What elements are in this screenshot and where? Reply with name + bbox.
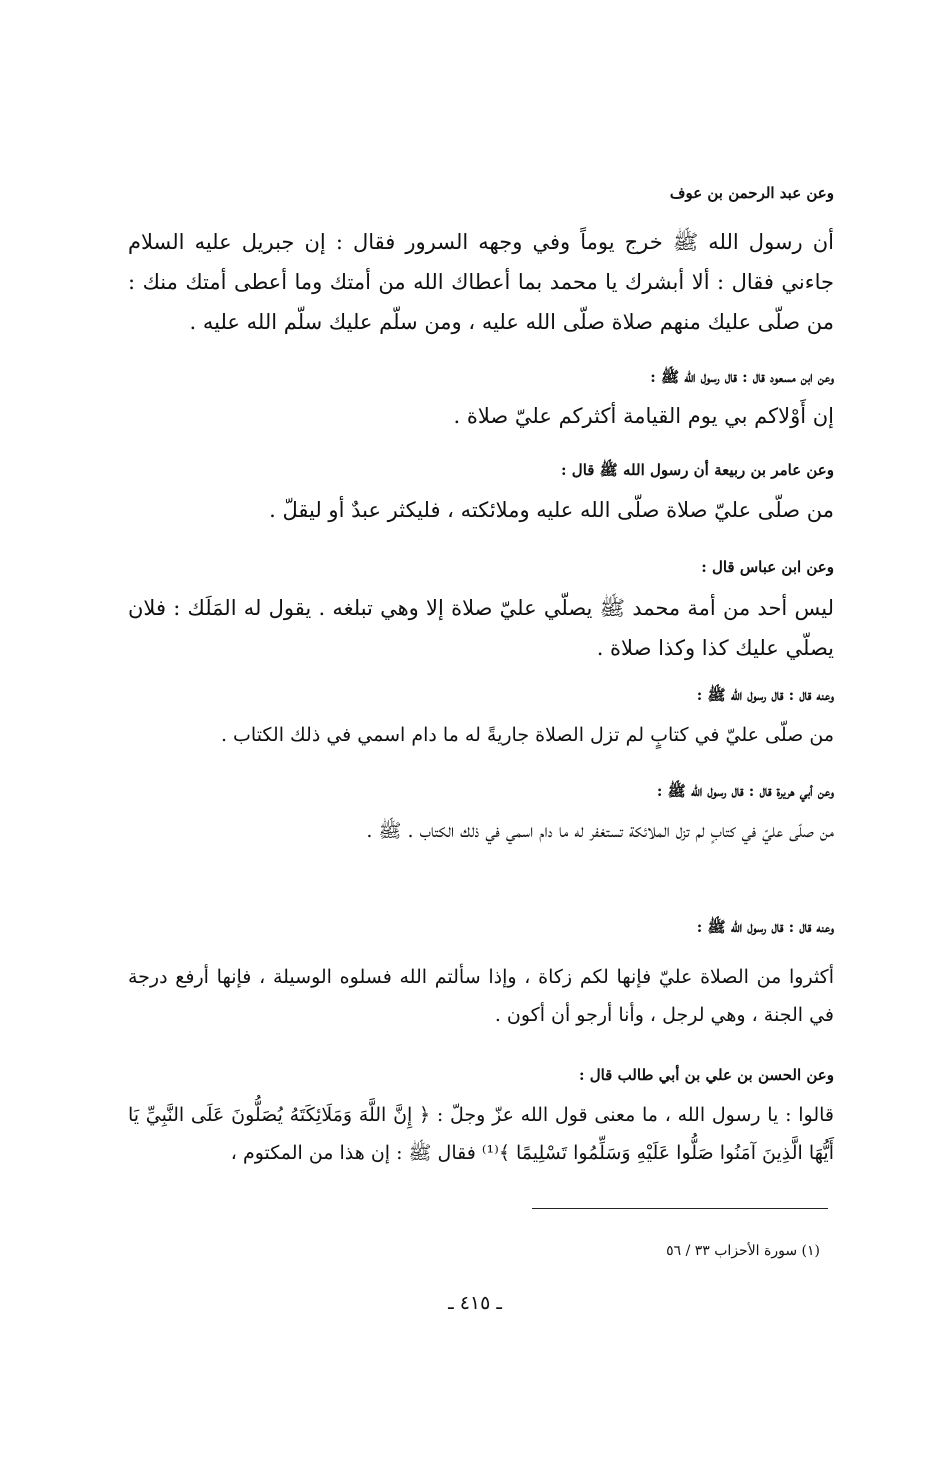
section-heading: وعن عبد الرحمن بن عوف xyxy=(669,184,834,202)
footnote-divider xyxy=(532,1208,828,1209)
section-body: من صلّى عليّ في كتابٍ لم تزل الصلاة جاريةً له ما دام اسمي في ذلك الكتاب . xyxy=(220,724,834,746)
section-heading: وعن عامر بن ربيعة أن رسول الله ﷺ قال : xyxy=(561,461,834,479)
section-body: ليس أحد من أمة محمد ﷺ يصلّي عليّ صلاة إلا وهي تبلغه . يقول له المَلَك : فلان يصلّي عليك كذا وكذا صلاة . xyxy=(128,596,834,660)
section-heading: وعن الحسن بن علي بن أبي طالب قال : xyxy=(578,1066,834,1084)
section-heading: وعن أبي هريرة قال : قال رسول الله ﷺ : xyxy=(656,782,834,800)
section-body: من صلّى عليّ في كتابٍ لم تزل الملائكة تستغفر له ما دام اسمي في ذلك الكتاب . ﷺ . xyxy=(366,820,834,842)
section-body: أن رسول الله ﷺ خرج يوماً وفي وجهه السرور فقال : إن جبريل عليه السلام جاءني فقال : ألا أبشرك يا محمد بما أعطاك الله من أمتك وما أعطى أمتك منك : من صلّى عليك منهم صلاة صلّى الله عليه ، ومن سلّم عليك سلّم الله عليه . xyxy=(128,230,834,334)
section-body: إن أَوْلاكم بي يوم القيامة أكثركم عليّ صلاة . xyxy=(453,404,834,428)
section-heading: وعنه قال : قال رسول الله ﷺ : xyxy=(696,918,834,936)
section-heading: وعن ابن عباس قال : xyxy=(701,558,834,576)
section-body: أكثروا من الصلاة عليّ فإنها لكم زكاة ، وإذا سألتم الله فسلوه الوسيلة ، فإنها أرفع درجة في الجنة ، وهي لرجل ، وأنا أرجو أن أكون . xyxy=(128,966,834,1026)
section-body: من صلّى عليّ صلاة صلّى الله عليه وملائكته ، فليكثر عبدٌ أو ليقلّ . xyxy=(269,498,834,522)
section-heading: وعن ابن مسعود قال : قال رسول الله ﷺ : xyxy=(650,368,834,386)
section-heading: وعنه قال : قال رسول الله ﷺ : xyxy=(696,686,834,704)
section-body: قالوا : يا رسول الله ، ما معنى قول الله عزّ وجلّ : ﴿ إِنَّ اللَّهَ وَمَلَائِكَتَهُ يُصَلُّونَ عَلَى النَّبِيِّ يَا أَيُّهَا الَّذِينَ آمَنُوا صَلُّوا عَلَيْهِ وَسَلِّمُوا تَسْلِيمًا ﴾⁽¹⁾ فقال ﷺ : إن هذا من المكتوم ، xyxy=(128,1104,834,1164)
footnote: (١) سورة الأحزاب ٣٣ / ٥٦ xyxy=(666,1243,820,1259)
page-number: ـ ٤١٥ ـ xyxy=(448,1292,502,1314)
